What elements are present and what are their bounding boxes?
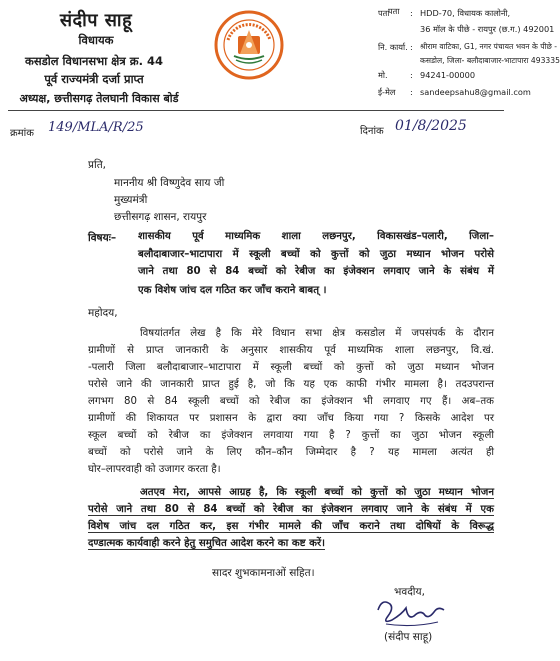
ref-number: 149/MLA/R/25 — [48, 120, 144, 135]
body-line-7: स्कूल बच्चों को रेबीज का इंजेक्शन लगवाया गया है ? कुत्तों का जुठा भोजन स्कूली — [88, 430, 494, 441]
address-label-text: पता — [378, 8, 390, 18]
subject-line-3: जाने तथा 80 से 84 बच्चों को रेबीज का इंजेक्शन लगवाए जाने के संबंध में — [138, 266, 494, 277]
addressee-name: माननीय श्री विष्णुदेव साय जी — [114, 177, 225, 189]
subject-line-2: बलौदाबाजार–भाटापारा में स्कूली बच्चों को कुत्तों को जुठा मध्यान भोजन परोसे — [138, 249, 494, 260]
office-label: नि. कार्या. — [378, 42, 408, 52]
addressee-prefix: प्रति, — [88, 159, 107, 171]
mla-title: विधायक — [78, 33, 114, 47]
date-label: दिनांक — [360, 126, 384, 137]
body-line-4: परोसे जाने की जानकारी प्राप्त हुई है, जो कि यह एक काफी गंभीर मामला है। तदउपरान्त — [88, 379, 494, 390]
request-line-1: अतएव मेरा, आपसे आग्रह है, कि स्कूली बच्चों को कुत्तों को जुठा मध्यान भोजन — [140, 487, 494, 498]
body-line-3: -पलारी जिला बलौदाबाजार–भाटापारा में स्कूली बच्चों को कुत्तों को जुठा मध्यान भोजन — [88, 362, 494, 373]
body-line-2: ग्रामीणों से प्राप्त जानकारी के अनुसार शासकीय पूर्व माध्यमिक शाला लछनपुर, वि.खं. — [88, 345, 494, 356]
mla-name: संदीप साहू — [59, 10, 133, 31]
address-label: पता — [388, 6, 400, 16]
addressee-office: छत्तीसगढ़ शासन, रायपुर — [114, 211, 207, 223]
ref-label: क्रमांक — [10, 128, 34, 139]
mobile-number: 94241-00000 — [420, 70, 476, 80]
email-label: ई-मेल — [378, 87, 396, 97]
letter-page: संदीप साहू विधायक कसडोल विधानसभा क्षेत्र क्र. 44 पूर्व राज्यमंत्री दर्जा प्राप्त अध्यक्ष, छत्तीसगढ़ तेलघानी विकास बोर्ड पता पता : HDD-70, विधायक कालोनी, 36 मॉल के पीछे - रायपुर (छ.ग.) 492001 नि. कार्या. : श्रीराम वाटिका, G1, नगर पंचायत भवन के पीछे - कसडोल, जिला- बलौदाबाजार-भाटापारा 493335 मो. : 94241-00000 ई-मेल : sandeepsahu8@gmail.com क्रमांक 149/MLA/R/25 दिनांक 01/8/2025 प्रति, माननीय श्री विष्णुदेव साय जी मुख्यमंत्री छत्तीसगढ़ शासन, रायपुर विषयः– शासकीय पूर्व माध्यमिक शाला लछनपुर, विकासखंड–पलारी, जिला– बलौदाबाजार–भाटापारा में स्कूली बच्चों को कुत्तों को जुठा मध्यान भोजन परोसे जाने तथा 80 से 84 बच्चों को रेबीज का इंजेक्शन लगवाए जाने के संबंध में एक विशेष जांच दल गठित कर जाँच कराने बाबत् । महोदय, विषयांतर्गत लेख है कि मेरे विधान सभा क्षेत्र कसडोल में जपसंपर्क के दौरान ग्रामीणों से प्राप्त जानकारी के अनुसार शासकीय पूर्व माध्यमिक शाला लछनपुर, वि.खं. -पलारी जिला बलौदाबाजार–भाटापारा में स्कूली बच्चों को कुत्तों को जुठा मध्यान भोजन परोसे जाने की जानकारी प्राप्त हुई है, जो कि यह एक काफी गंभीर मामला है। तदउपरान्त लगभग 80 से 84 स्कूली बच्चों को रेबीज का इंजेक्शन भी लगवाए गए हैं। अब–तक ग्रामीणों की शिकायत पर प्रशासन के द्वारा क्या जाँच किया गया ? किसके आदेश पर स्कूल बच्चों को रेबीज का इंजेक्शन लगवाया गया है ? कुत्तों का जुठा भोजन स्कूली बच्चों को परोसे जाने के लिए कौन–कौन जिम्मेदार है ? यह मामला अत्यंत ही घोर–लापरवाही को उजागर करता है। अतएव मेरा, आपसे आग्रह है, कि स्कूली बच्चों को कुत्तों को जुठा मध्यान भोजन परोसे जाने तथा 80 से 84 बच्चों को रेबीज का इंजेक्शन लगवाए जाने के संबंध में एक विशेष जांच दल गठित कर, इस गंभीर मामले की जाँच कराने तथा दोषियों के विरूद्ध दण्डात्मक कार्यवाही करने हेतु समुचित आदेश करने का कष्ट करें। सादर शुभकामनाओं सहित। भवदीय, (संदीप साहू) — [0, 0, 512, 661]
letter-date: 01/8/2025 — [395, 118, 467, 134]
addressee-designation: मुख्यमंत्री — [114, 194, 148, 206]
signatory-name: (संदीप साहू) — [384, 631, 433, 643]
mobile-label: मो. — [378, 70, 388, 80]
request-line-2: परोसे जाने तथा 80 से 84 बच्चों को रेबीज का इंजेक्शन लगवाए जाने के संबंध में एक — [88, 504, 494, 515]
signature-scribble — [372, 596, 452, 630]
subject-line-1: शासकीय पूर्व माध्यमिक शाला लछनपुर, विकासखंड–पलारी, जिला– — [138, 231, 494, 242]
subject-label: विषयः– — [88, 232, 117, 244]
email-address: sandeepsahu8@gmail.com — [420, 87, 531, 97]
office-line-2: कसडोल, जिला- बलौदाबाजार-भाटापारा 493335 — [420, 56, 560, 65]
status-line: पूर्व राज्यमंत्री दर्जा प्राप्त — [44, 72, 144, 86]
request-line-3: विशेष जांच दल गठित कर, इस गंभीर मामले की जाँच कराने तथा दोषियों के विरूद्ध — [88, 521, 494, 532]
header-divider — [8, 110, 504, 111]
body-line-1: विषयांतर्गत लेख है कि मेरे विधान सभा क्षेत्र कसडोल में जपसंपर्क के दौरान — [140, 328, 494, 339]
address-line-1: HDD-70, विधायक कालोनी, — [420, 8, 511, 18]
body-line-6: ग्रामीणों की शिकायत पर प्रशासन के द्वारा क्या जाँच किया गया ? किसके आदेश पर — [88, 413, 494, 424]
body-line-8: बच्चों को परोसे जाने के लिए कौन–कौन जिम्मेदार है ? यह मामला अत्यंत ही — [88, 447, 494, 458]
closing-line: सादर शुभकामनाओं सहित। — [212, 567, 315, 579]
request-line-4: दण्डात्मक कार्यवाही करने हेतु समुचित आदेश करने का कष्ट करें। — [88, 538, 325, 549]
address-line-2: 36 मॉल के पीछे - रायपुर (छ.ग.) 492001 — [420, 24, 555, 34]
body-line-5: लगभग 80 से 84 स्कूली बच्चों को रेबीज का इंजेक्शन भी लगवाए गए हैं। अब–तक — [88, 396, 494, 407]
constituency: कसडोल विधानसभा क्षेत्र क्र. 44 — [25, 54, 163, 68]
body-line-9: घोर–लापरवाही को उजागर करता है। — [88, 464, 221, 475]
office-line-1: श्रीराम वाटिका, G1, नगर पंचायत भवन के पीछे - — [420, 42, 557, 51]
assembly-emblem-icon — [214, 10, 284, 80]
valediction: भवदीय, — [394, 586, 425, 598]
subject-line-4: एक विशेष जांच दल गठित कर जाँच कराने बाबत् । — [138, 285, 327, 296]
salutation: महोदय, — [88, 307, 118, 319]
former-post: अध्यक्ष, छत्तीसगढ़ तेलघानी विकास बोर्ड — [19, 92, 179, 105]
